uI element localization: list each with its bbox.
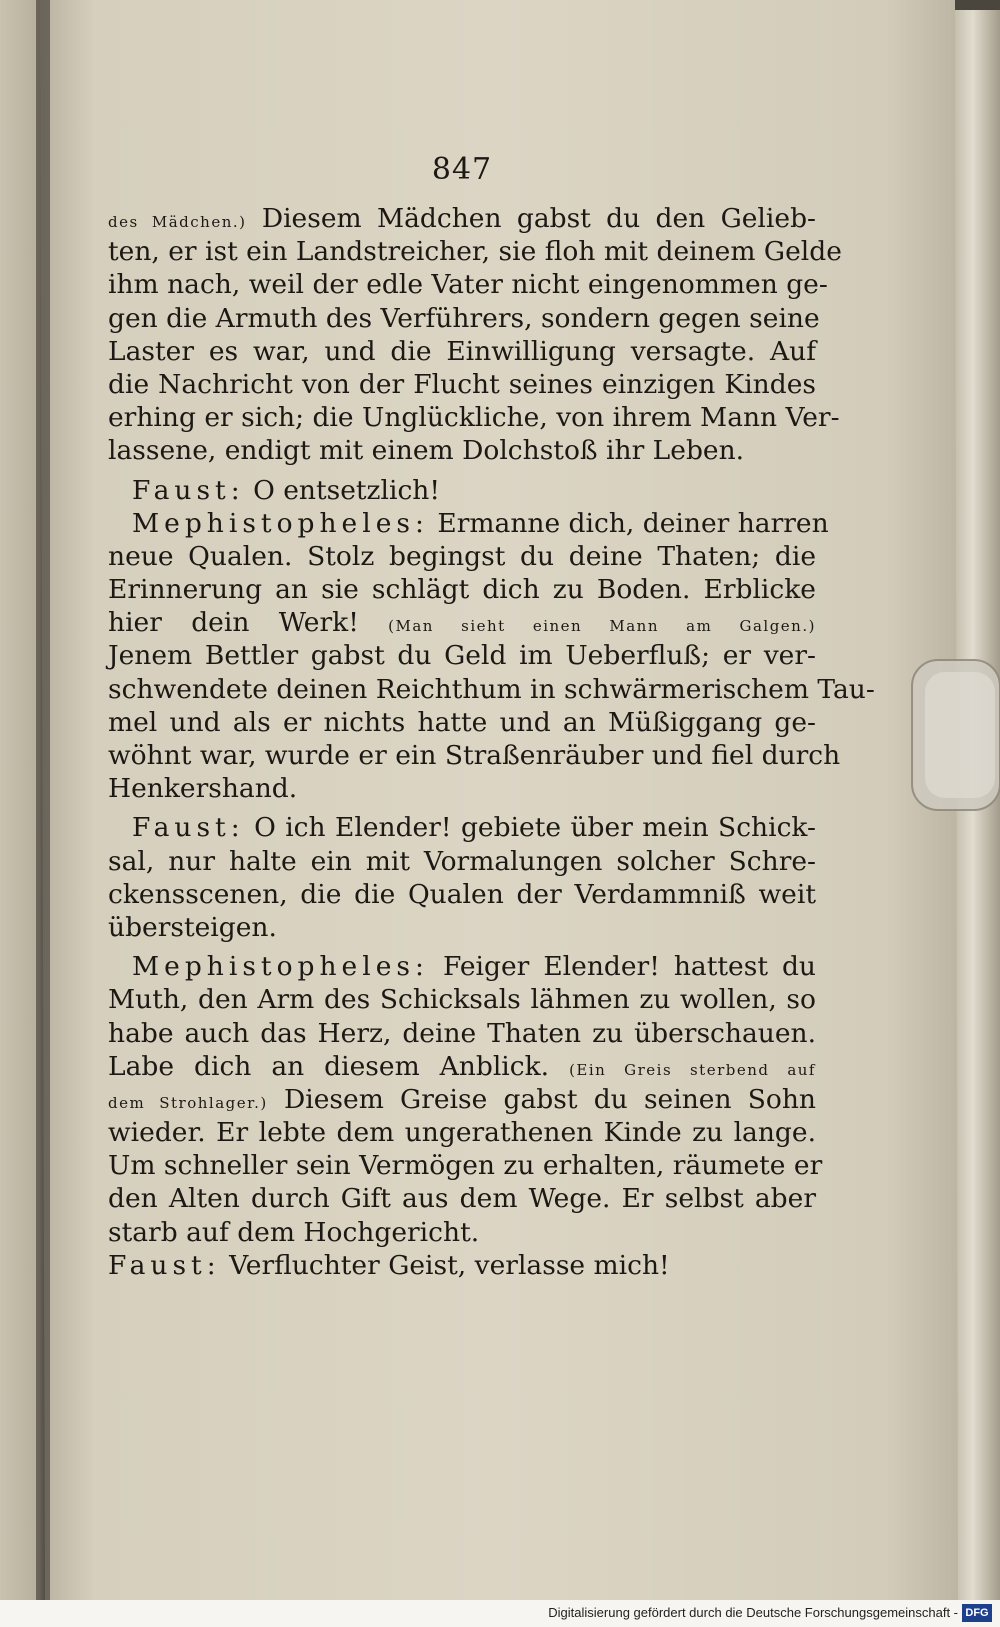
- dialogue-faust-2: Faust: O ich Elender! gebiete über mein Schick-: [132, 812, 816, 844]
- text-line: schwendete deinen Reichthum in schwärmerischem Tau-: [108, 673, 875, 705]
- speaker-name: Mephistopheles:: [132, 507, 429, 539]
- text-line: übersteigen.: [108, 911, 277, 943]
- text-line: Jenem Bettler gabst du Geld im Ueberfluß; er ver-: [108, 640, 816, 672]
- text-line: hier dein Werk! (Man sieht einen Mann am Galgen.): [108, 607, 816, 639]
- footer-credit: Digitalisierung gefördert durch die Deutsche Forschungsgemeinschaft -: [548, 1605, 958, 1620]
- text-line: starb auf dem Hochgericht.: [108, 1216, 480, 1248]
- text-line: den Alten durch Gift aus dem Wege. Er selbst aber: [108, 1183, 816, 1215]
- text-line-8: lassene, endigt mit einem Dolchstoß ihr Leben.: [108, 435, 745, 467]
- text-line: neue Qualen. Stolz begingst du deine Thaten; die: [108, 540, 816, 572]
- stage-direction: dem Strohlager.): [108, 1093, 268, 1112]
- speaker-name: Faust:: [132, 474, 245, 506]
- text-line: habe auch das Herz, deine Thaten zu überschauen.: [108, 1017, 816, 1049]
- text-line: Henkershand.: [108, 773, 298, 805]
- speaker-name: Mephistopheles:: [132, 951, 429, 983]
- dfg-logo-icon: DFG: [962, 1604, 992, 1622]
- dialogue-faust-1: Faust: O entsetzlich!: [132, 474, 441, 506]
- dialogue-mephisto-1: Mephistopheles: Ermanne dich, deiner harren: [132, 507, 829, 539]
- text-line-3: ihm nach, weil der edle Vater nicht eingenommen ge-: [108, 269, 828, 301]
- text-line: wieder. Er lebte dem ungerathenen Kinde zu lange.: [108, 1117, 816, 1149]
- dialogue-faust-3: Faust: Verfluchter Geist, verlasse mich!: [108, 1249, 670, 1281]
- page-body: [108, 150, 875, 1450]
- stage-direction: (Man sieht einen Mann am Galgen.): [388, 617, 816, 636]
- speaker-name: Faust:: [132, 812, 245, 844]
- text-line: sal, nur halte ein mit Vormalungen solcher Schre-: [108, 845, 816, 877]
- stage-direction: des Mädchen.): [108, 213, 247, 231]
- stage-direction: (Ein Greis sterbend auf: [569, 1060, 816, 1079]
- text-line-5: Laster es war, und die Einwilligung versagte. Auf: [108, 335, 816, 367]
- text-line: dem Strohlager.) Diesem Greise gabst du seinen Sohn: [108, 1083, 816, 1115]
- text-line: mel und als er nichts hatte und an Müßiggang ge-: [108, 706, 816, 738]
- text-line: Um schneller sein Vermögen zu erhalten, räumete er: [108, 1150, 823, 1182]
- text-line-6: die Nachricht von der Flucht seines einzigen Kindes: [108, 368, 816, 400]
- speaker-name: Faust:: [108, 1249, 221, 1281]
- text-line-1: des Mädchen.) Diesem Mädchen gabst du den Gelieb-: [108, 203, 816, 234]
- dialogue-mephisto-2: Mephistopheles: Feiger Elender! hattest du: [132, 951, 816, 983]
- text-line: ckensscenen, die die Qualen der Verdammniß weit: [108, 878, 816, 910]
- text-line: Labe dich an diesem Anblick. (Ein Greis sterbend auf: [108, 1050, 816, 1082]
- text-line: Erinnerung an sie schlägt dich zu Boden. Erblicke: [108, 574, 816, 606]
- digitization-footer: [0, 1600, 1000, 1627]
- text-line-4: gen die Armuth des Verführers, sondern gegen seine: [108, 302, 820, 334]
- text-line-7: erhing er sich; die Unglückliche, von ihrem Mann Ver-: [108, 402, 840, 434]
- text-line-2: ten, er ist ein Landstreicher, sie floh mit deinem Gelde: [108, 236, 842, 268]
- text-line: Muth, den Arm des Schicksals lähmen zu wollen, so: [108, 984, 816, 1016]
- page-number: 847: [431, 152, 493, 187]
- text-line: wöhnt war, wurde er ein Straßenräuber und fiel durch: [108, 740, 841, 771]
